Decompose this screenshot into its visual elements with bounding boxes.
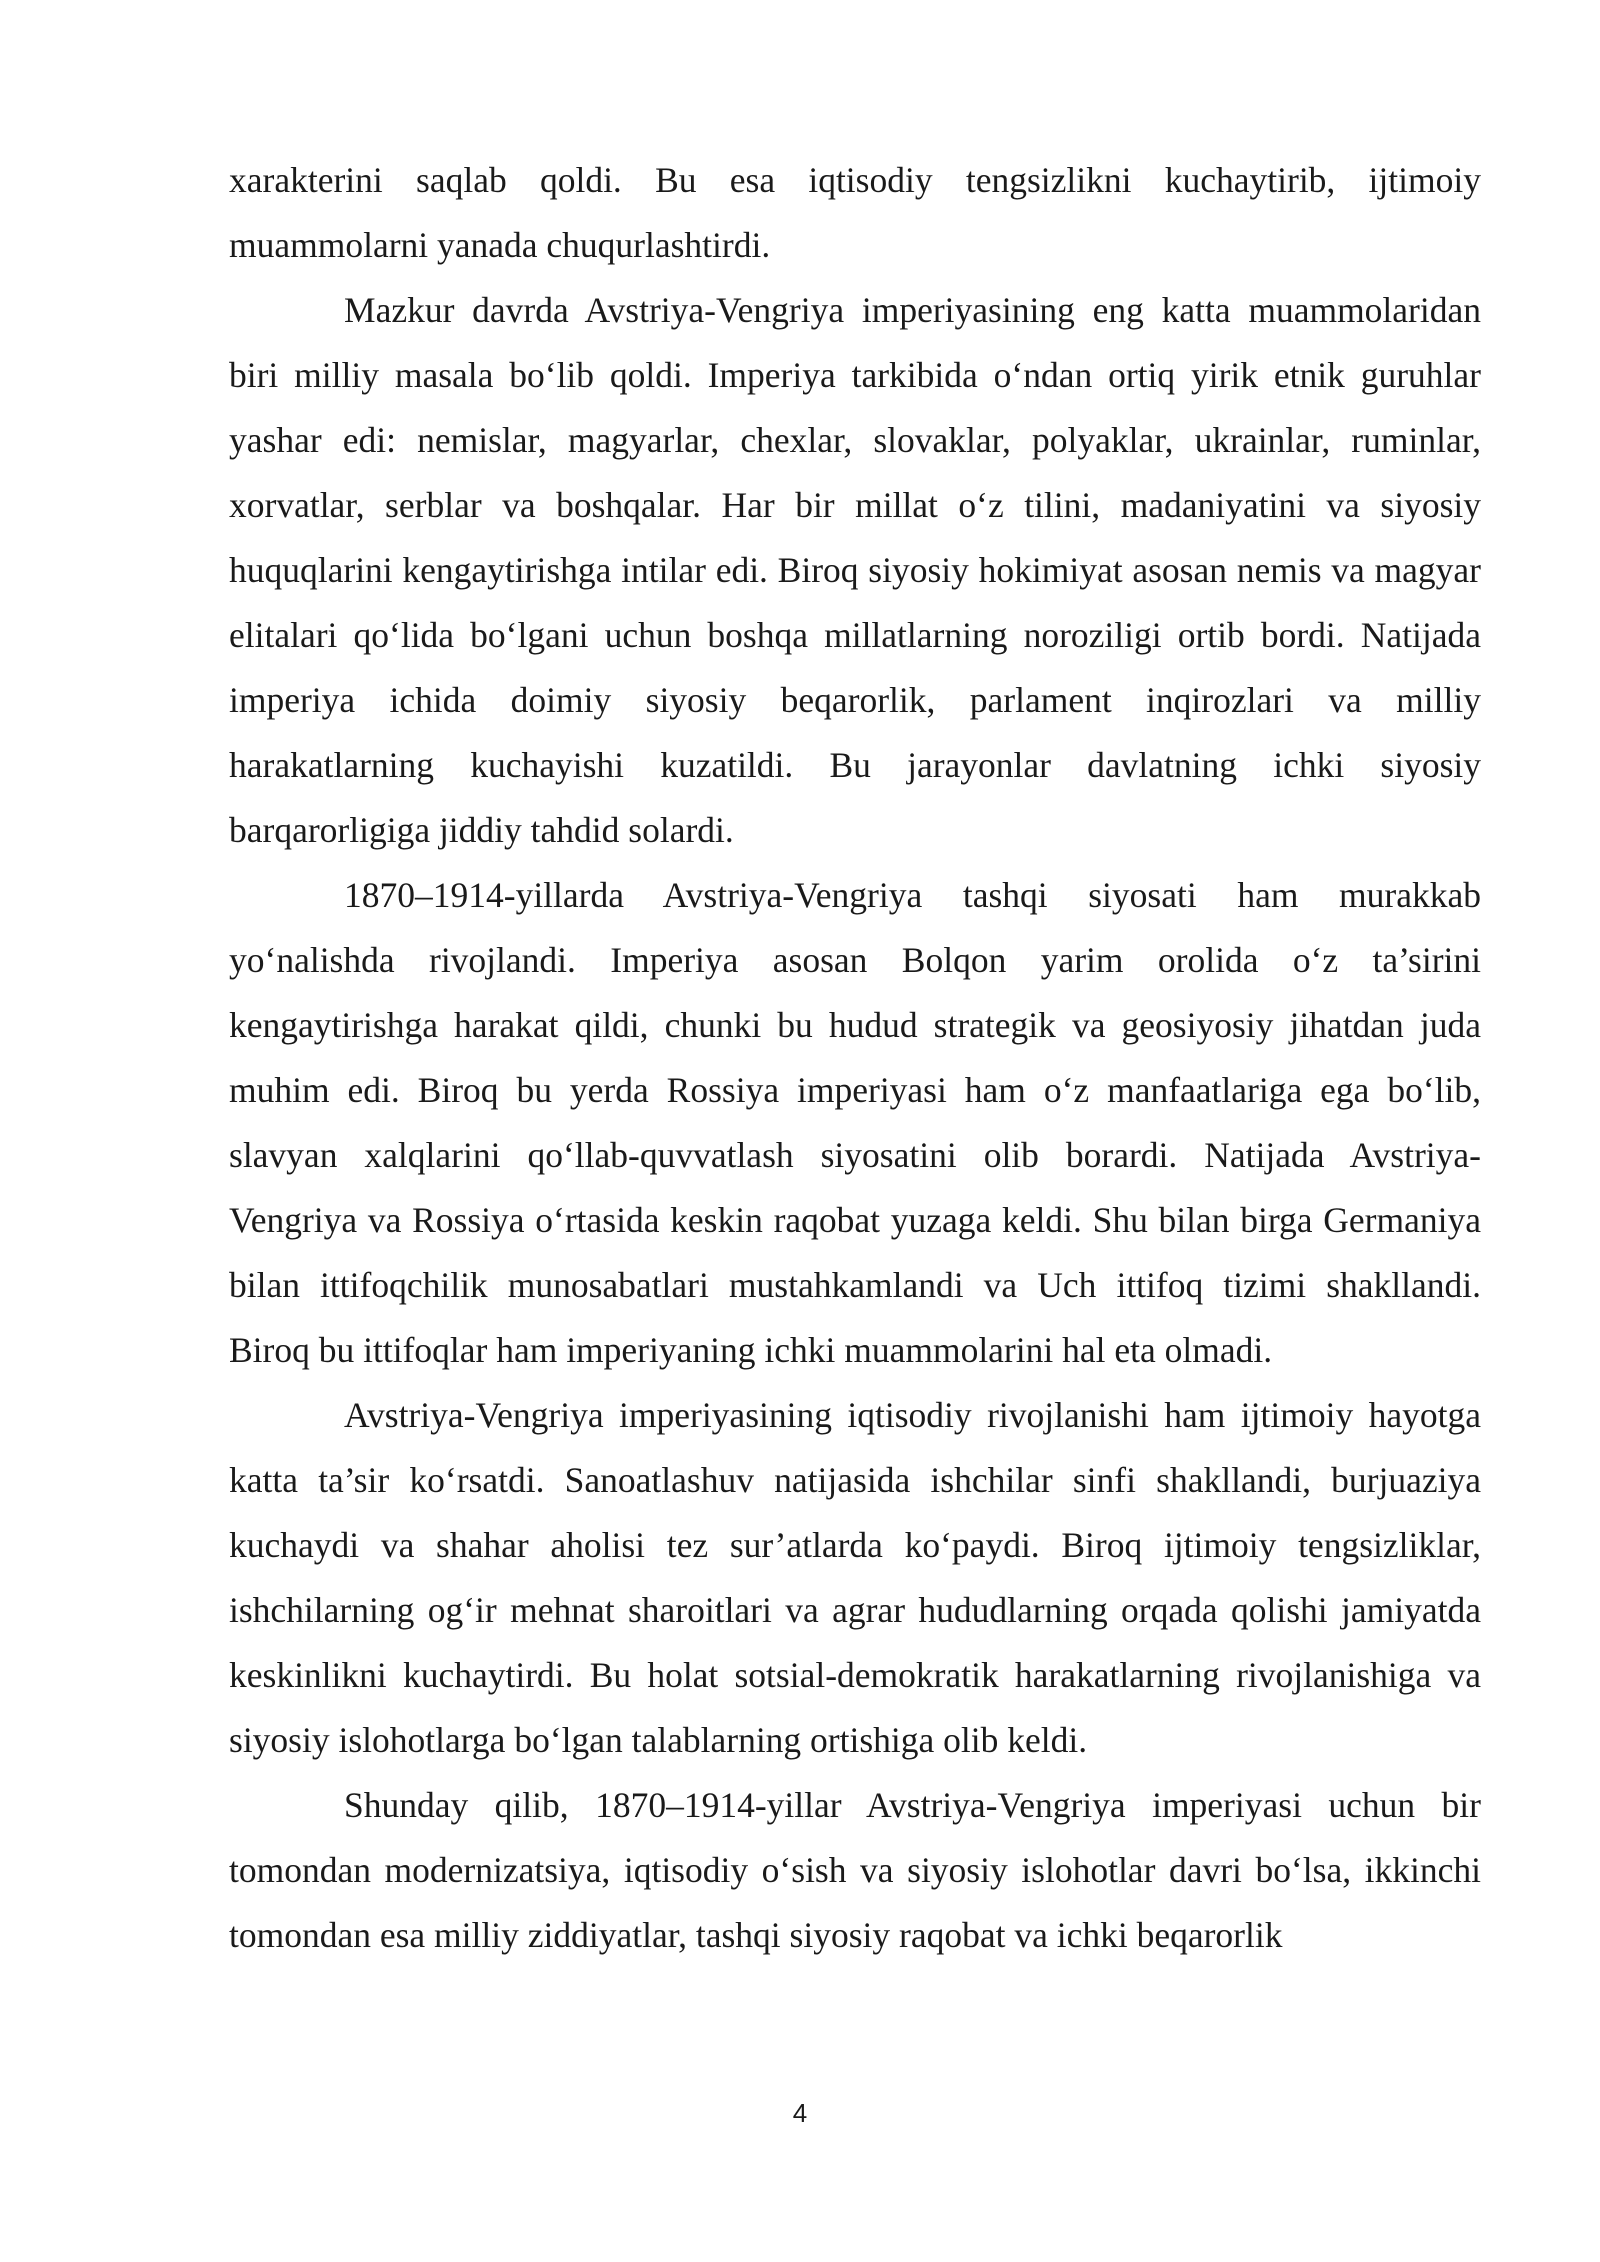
paragraph-foreign-policy: 1870–1914-yillarda Avstriya-Vengriya tashqi siyosati ham murakkab yo‘nalishda rivojlandi. Imperiya asosan Bolqon yarim orolida o‘z ta’sirini kengaytirishga harakat qildi, chunki bu hudud strategik va geosiyosiy jihatdan juda muhim edi. Biroq bu yerda Rossiya imperiyasi ham o‘z manfaatlariga ega bo‘lib, slavyan xalqlarini qo‘llab-quvvatlash siyosatini olib borardi. Natijada Avstriya-Vengriya va Rossiya o‘rtasida keskin raqobat yuzaga keldi. Shu bilan birga Germaniya bilan ittifoqchilik munosabatlari mustahkamlandi va Uch ittifoq tizimi shakllandi. Biroq bu ittifoqlar ham imperiyaning ichki muammolarini hal eta olmadi. [229, 875, 1481, 1370]
paragraph-conclusion: Shunday qilib, 1870–1914-yillar Avstriya-Vengriya imperiyasi uchun bir tomondan modernizatsiya, iqtisodiy o‘sish va siyosiy islohotlar davri bo‘lsa, ikkinchi tomondan esa milliy ziddiyatlar, tashqi siyosiy raqobat va ichki beqarorlik [229, 1785, 1481, 1955]
paragraph-economic-development: Avstriya-Vengriya imperiyasining iqtisodiy rivojlanishi ham ijtimoiy hayotga katta ta’sir ko‘rsatdi. Sanoatlashuv natijasida ishchilar sinfi shakllandi, burjuaziya kuchaydi va shahar aholisi tez sur’atlarda ko‘paydi. Biroq ijtimoiy tengsizliklar, ishchilarning og‘ir mehnat sharoitlari va agrar hududlarning orqada qolishi jamiyatda keskinlikni kuchaytirdi. Bu holat sotsial-demokratik harakatlarning rivojlanishiga va siyosiy islohotlarga bo‘lgan talablarning ortishiga olib keldi. [229, 1395, 1481, 1760]
paragraph-national-question: Mazkur davrda Avstriya-Vengriya imperiyasining eng katta muammolaridan biri milliy masala bo‘lib qoldi. Imperiya tarkibida o‘ndan ortiq yirik etnik guruhlar yashar edi: nemislar, magyarlar, chexlar, slovaklar, polyaklar, ukrainlar, ruminlar, xorvatlar, serblar va boshqalar. Har bir millat o‘z tilini, madaniyatini va siyosiy huquqlarini kengaytirishga intilar edi. Biroq siyosiy hokimiyat asosan nemis va magyar elitalari qo‘lida bo‘lgani uchun boshqa millatlarning noroziligi ortib bordi. Natijada imperiya ichida doimiy siyosiy beqarorlik, parlament inqirozlari va milliy harakatlarning kuchayishi kuzatildi. Bu jarayonlar davlatning ichki siyosiy barqarorligiga jiddiy tahdid solardi. [229, 290, 1481, 850]
body-text [229, 148, 1481, 1968]
paragraph-continuation: xarakterini saqlab qoldi. Bu esa iqtisodiy tengsizlikni kuchaytirib, ijtimoiy muammolarni yanada chuqurlashtirdi. [229, 160, 1481, 265]
page-number: 4 [792, 2098, 808, 2128]
